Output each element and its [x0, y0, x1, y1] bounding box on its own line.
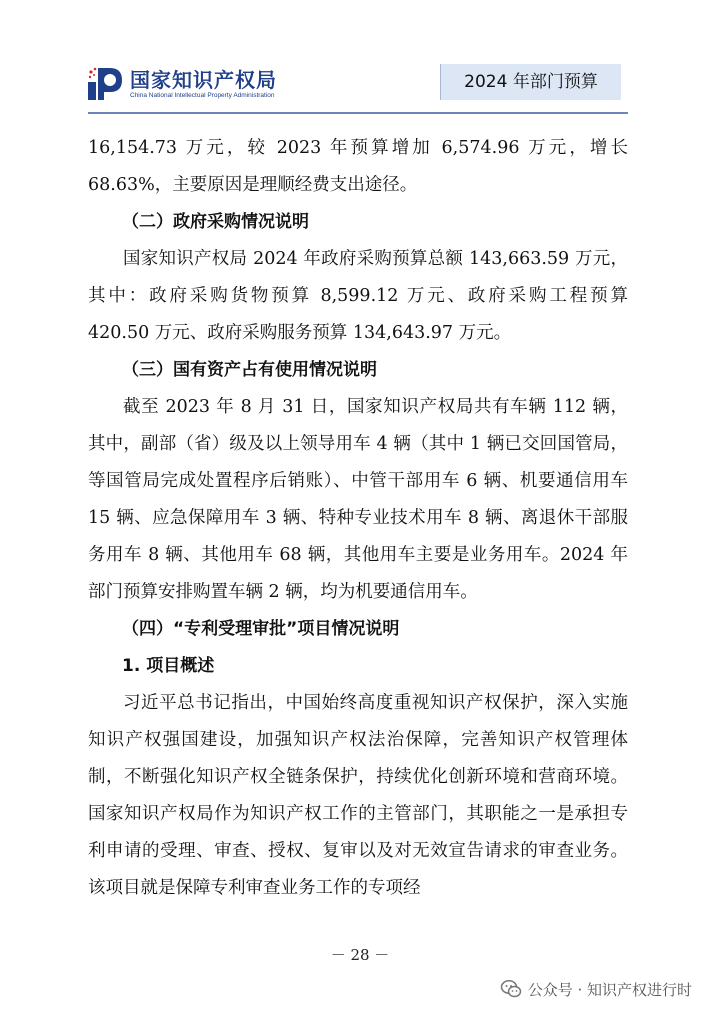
wechat-icon [500, 978, 522, 1000]
wechat-watermark [500, 978, 692, 1000]
section-heading-assets: （三）国有资产占有使用情况说明 [122, 360, 377, 380]
cnipa-logo [88, 62, 288, 108]
watermark-text: 公众号 · 知识产权进行时 [527, 980, 692, 999]
paragraph-assets: 截至 2023 年 8 月 31 日，国家知识产权局共有车辆 112 辆，其中，副部（省）级及以上领导用车 4 辆（其中 1 辆已交回国管局，等国管局完成处置程序后销账）、中管干部用车 6 辆、机要通信用车 15 辆、应急保障用车 3 辆、特种专业技术用车 8 辆、离退休干部服务用车 8 辆、其他用车 68 辆，其他用车主要是业务用车。2024 年部门预算安排购置车辆 2 辆，均为机要通信用车。 [88, 397, 628, 602]
section-heading-project: （四）“专利受理审批”项目情况说明 [122, 619, 400, 639]
logo-subtitle: China National Intellectual Property Administration [130, 92, 275, 99]
page-number: － 28 － [330, 946, 390, 964]
document-body [88, 130, 628, 907]
subsection-heading-overview: 1. 项目概述 [122, 656, 215, 676]
section-heading-procurement: （二）政府采购情况说明 [122, 212, 309, 232]
paragraph-procurement: 国家知识产权局 2024 年政府采购预算总额 143,663.59 万元，其中：政府采购货物预算 8,599.12 万元、政府采购工程预算 420.50 万元、政府采购服务预算 134,643.97 万元。 [88, 249, 628, 343]
paragraph-continuation: 16,154.73 万元，较 2023 年预算增加 6,574.96 万元，增长 68.63%，主要原因是理顺经费支出途径。 [88, 138, 628, 195]
logo-title: 国家知识产权局 [130, 68, 277, 92]
budget-tag: 2024 年部门预算 [440, 64, 621, 100]
header-divider [88, 112, 628, 114]
page-header [0, 0, 720, 110]
paragraph-overview: 习近平总书记指出，中国始终高度重视知识产权保护，深入实施知识产权强国建设，加强知识产权法治保障，完善知识产权管理体制，不断强化知识产权全链条保护，持续优化创新环境和营商环境。国家知识产权局作为知识产权工作的主管部门，其职能之一是承担专利申请的受理、审查、授权、复审以及对无效宣告请求的审查业务。该项目就是保障专利审查业务工作的专项经 [88, 693, 628, 898]
cnipa-logo-icon [88, 66, 122, 102]
